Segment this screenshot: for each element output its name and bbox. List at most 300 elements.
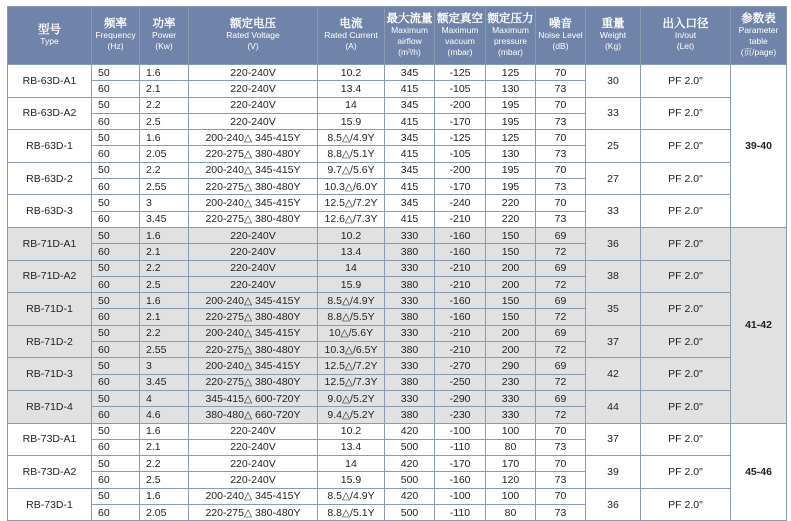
model-type: RB-71D-A2 — [8, 260, 92, 293]
vacuum-value: -240 — [435, 195, 486, 211]
power-value: 3.45 — [140, 211, 189, 227]
noise-value: 70 — [536, 162, 586, 178]
airflow-value: 500 — [385, 439, 435, 455]
pressure-value: 220 — [486, 211, 536, 227]
voltage-value: 200-240△ 345-415Y — [189, 358, 318, 374]
airflow-value: 415 — [385, 113, 435, 129]
power-value: 2.2 — [140, 325, 189, 341]
header-label-en: Noise Level (dB) — [538, 30, 583, 51]
frequency-value: 60 — [92, 113, 140, 129]
vacuum-value: -200 — [435, 162, 486, 178]
noise-value: 73 — [536, 472, 586, 488]
airflow-value: 415 — [385, 146, 435, 162]
airflow-value: 345 — [385, 162, 435, 178]
power-value: 1.6 — [140, 488, 189, 504]
header-label-zh: 额定压力 — [487, 12, 534, 25]
header-label-en: Type — [40, 35, 59, 46]
parameter-page: 41-42 — [731, 227, 787, 423]
noise-value: 69 — [536, 260, 586, 276]
current-value: 9.7△/5.6Y — [318, 162, 385, 178]
power-value: 2.2 — [140, 97, 189, 113]
power-value: 2.1 — [140, 439, 189, 455]
weight-value: 25 — [586, 130, 641, 163]
current-value: 9.4△/5.2Y — [318, 407, 385, 423]
model-type: RB-73D-A2 — [8, 456, 92, 489]
header-type — [8, 7, 92, 65]
noise-value: 73 — [536, 179, 586, 195]
vacuum-value: -160 — [435, 309, 486, 325]
power-value: 2.55 — [140, 179, 189, 195]
model-type: RB-63D-2 — [8, 162, 92, 195]
header-label-zh: 电流 — [339, 18, 363, 30]
noise-value: 70 — [536, 488, 586, 504]
airflow-value: 330 — [385, 358, 435, 374]
header-label-en: Parameter table (页/page) — [738, 24, 779, 57]
pressure-value: 125 — [486, 130, 536, 146]
vacuum-value: -170 — [435, 456, 486, 472]
noise-value: 70 — [536, 195, 586, 211]
header-label-zh: 出入口径 — [662, 18, 709, 30]
power-value: 2.2 — [140, 260, 189, 276]
header-label-zh: 频率 — [104, 18, 127, 30]
header-label-zh: 额定电压 — [230, 18, 276, 30]
power-value: 2.1 — [140, 244, 189, 260]
voltage-value: 220-240V — [189, 276, 318, 292]
airflow-value: 330 — [385, 260, 435, 276]
current-value: 10△/5.6Y — [318, 325, 385, 341]
noise-value: 70 — [536, 456, 586, 472]
header-parameter-table — [731, 7, 787, 65]
parameter-page: 45-46 — [731, 423, 787, 521]
noise-value: 69 — [536, 227, 586, 243]
airflow-value: 345 — [385, 130, 435, 146]
airflow-value: 330 — [385, 390, 435, 406]
power-value: 4 — [140, 390, 189, 406]
table-row — [8, 358, 787, 374]
frequency-value: 60 — [92, 505, 140, 521]
weight-value: 39 — [586, 456, 641, 489]
header-rated-voltage — [189, 7, 318, 65]
voltage-value: 345-415△ 600-720Y — [189, 390, 318, 406]
inout-value: PF 2.0" — [641, 456, 731, 489]
frequency-value: 60 — [92, 179, 140, 195]
pressure-value: 195 — [486, 97, 536, 113]
power-value: 2.5 — [140, 276, 189, 292]
pressure-value: 220 — [486, 195, 536, 211]
pressure-value: 130 — [486, 146, 536, 162]
vacuum-value: -105 — [435, 146, 486, 162]
header-label-zh: 参数表 — [741, 12, 776, 25]
vacuum-value: -210 — [435, 325, 486, 341]
current-value: 8.5△/4.9Y — [318, 293, 385, 309]
pressure-value: 230 — [486, 374, 536, 390]
power-value: 1.6 — [140, 227, 189, 243]
voltage-value: 220-240V — [189, 97, 318, 113]
current-value: 15.9 — [318, 472, 385, 488]
header-weight — [586, 7, 641, 65]
inout-value: PF 2.0" — [641, 488, 731, 521]
current-value: 10.2 — [318, 65, 385, 81]
airflow-value: 420 — [385, 423, 435, 439]
power-value: 3 — [140, 195, 189, 211]
frequency-value: 60 — [92, 407, 140, 423]
noise-value: 73 — [536, 439, 586, 455]
vacuum-value: -270 — [435, 358, 486, 374]
header-label-zh: 重量 — [601, 18, 625, 30]
airflow-value: 420 — [385, 488, 435, 504]
noise-value: 69 — [536, 325, 586, 341]
header-label-en: Maximum airflow (m³/h) — [391, 24, 428, 57]
current-value: 14 — [318, 97, 385, 113]
vacuum-value: -100 — [435, 423, 486, 439]
model-type: RB-71D-A1 — [8, 227, 92, 260]
table-row — [8, 390, 787, 406]
inout-value: PF 2.0" — [641, 65, 731, 98]
vacuum-value: -160 — [435, 293, 486, 309]
current-value: 12.6△/7.3Y — [318, 211, 385, 227]
airflow-value: 380 — [385, 374, 435, 390]
header-row — [8, 7, 787, 65]
header-label-en: Weight (Kg) — [599, 30, 627, 51]
header-label-en: Power (Kw) — [151, 30, 177, 51]
current-value: 15.9 — [318, 276, 385, 292]
voltage-value: 200-240△ 345-415Y — [189, 162, 318, 178]
current-value: 13.4 — [318, 244, 385, 260]
vacuum-value: -105 — [435, 81, 486, 97]
parameter-page: 39-40 — [731, 65, 787, 228]
vacuum-value: -290 — [435, 390, 486, 406]
airflow-value: 330 — [385, 293, 435, 309]
inout-value: PF 2.0" — [641, 227, 731, 260]
power-value: 2.1 — [140, 309, 189, 325]
vacuum-value: -125 — [435, 130, 486, 146]
model-type: RB-63D-A1 — [8, 65, 92, 98]
header-label-en: Maximum vacuum (mbar) — [441, 24, 479, 57]
current-value: 8.5△/4.9Y — [318, 130, 385, 146]
pressure-value: 80 — [486, 505, 536, 521]
pressure-value: 330 — [486, 407, 536, 423]
airflow-value: 420 — [385, 456, 435, 472]
table-row — [8, 97, 787, 113]
voltage-value: 220-275△ 380-480Y — [189, 179, 318, 195]
power-value: 3.45 — [140, 374, 189, 390]
noise-value: 70 — [536, 423, 586, 439]
noise-value: 69 — [536, 358, 586, 374]
airflow-value: 415 — [385, 211, 435, 227]
current-value: 13.4 — [318, 439, 385, 455]
current-value: 8.8△/5.5Y — [318, 309, 385, 325]
frequency-value: 50 — [92, 325, 140, 341]
model-type: RB-71D-3 — [8, 358, 92, 391]
frequency-value: 50 — [92, 97, 140, 113]
pressure-value: 290 — [486, 358, 536, 374]
airflow-value: 345 — [385, 65, 435, 81]
power-value: 2.1 — [140, 81, 189, 97]
noise-value: 73 — [536, 211, 586, 227]
voltage-value: 220-240V — [189, 456, 318, 472]
airflow-value: 415 — [385, 179, 435, 195]
current-value: 15.9 — [318, 113, 385, 129]
current-value: 12.5△/7.2Y — [318, 358, 385, 374]
vacuum-value: -160 — [435, 227, 486, 243]
inout-value: PF 2.0" — [641, 325, 731, 358]
table-row — [8, 65, 787, 81]
frequency-value: 60 — [92, 211, 140, 227]
frequency-value: 60 — [92, 439, 140, 455]
airflow-value: 380 — [385, 407, 435, 423]
header-label-zh: 最大流量 — [386, 12, 433, 25]
table-body — [8, 65, 787, 521]
airflow-value: 380 — [385, 309, 435, 325]
power-value: 2.05 — [140, 146, 189, 162]
airflow-value: 500 — [385, 505, 435, 521]
pressure-value: 170 — [486, 456, 536, 472]
pressure-value: 100 — [486, 488, 536, 504]
noise-value: 73 — [536, 146, 586, 162]
table-row — [8, 227, 787, 243]
weight-value: 36 — [586, 488, 641, 521]
pressure-value: 130 — [486, 81, 536, 97]
vacuum-value: -170 — [435, 179, 486, 195]
current-value: 8.8△/5.1Y — [318, 146, 385, 162]
pressure-value: 80 — [486, 439, 536, 455]
pressure-value: 200 — [486, 325, 536, 341]
frequency-value: 60 — [92, 472, 140, 488]
power-value: 2.05 — [140, 505, 189, 521]
vacuum-value: -110 — [435, 439, 486, 455]
voltage-value: 220-275△ 380-480Y — [189, 505, 318, 521]
noise-value: 72 — [536, 244, 586, 260]
voltage-value: 380-480△ 660-720Y — [189, 407, 318, 423]
header-frequency — [92, 7, 140, 65]
weight-value: 42 — [586, 358, 641, 391]
current-value: 10.3△/6.0Y — [318, 179, 385, 195]
inout-value: PF 2.0" — [641, 423, 731, 456]
current-value: 10.2 — [318, 423, 385, 439]
vacuum-value: -210 — [435, 211, 486, 227]
pressure-value: 100 — [486, 423, 536, 439]
current-value: 8.8△/5.1Y — [318, 505, 385, 521]
voltage-value: 220-240V — [189, 244, 318, 260]
pressure-value: 125 — [486, 65, 536, 81]
noise-value: 70 — [536, 97, 586, 113]
noise-value: 72 — [536, 407, 586, 423]
frequency-value: 50 — [92, 195, 140, 211]
weight-value: 44 — [586, 390, 641, 423]
noise-value: 72 — [536, 309, 586, 325]
header-label-zh: 噪音 — [549, 18, 572, 30]
current-value: 10.2 — [318, 227, 385, 243]
vacuum-value: -230 — [435, 407, 486, 423]
voltage-value: 200-240△ 345-415Y — [189, 293, 318, 309]
airflow-value: 380 — [385, 244, 435, 260]
voltage-value: 200-240△ 345-415Y — [189, 325, 318, 341]
frequency-value: 60 — [92, 342, 140, 358]
noise-value: 69 — [536, 293, 586, 309]
voltage-value: 220-240V — [189, 472, 318, 488]
voltage-value: 220-240V — [189, 227, 318, 243]
voltage-value: 220-275△ 380-480Y — [189, 374, 318, 390]
header-label-en: Frequency (Hz) — [95, 30, 136, 51]
frequency-value: 50 — [92, 65, 140, 81]
header-in-out — [641, 7, 731, 65]
frequency-value: 60 — [92, 81, 140, 97]
vacuum-value: -160 — [435, 244, 486, 260]
power-value: 1.6 — [140, 65, 189, 81]
weight-value: 30 — [586, 65, 641, 98]
voltage-value: 220-240V — [189, 439, 318, 455]
vacuum-value: -210 — [435, 260, 486, 276]
vacuum-value: -250 — [435, 374, 486, 390]
header-label-en: Maximum pressure (mbar) — [492, 24, 529, 57]
model-type: RB-63D-1 — [8, 130, 92, 163]
noise-value: 72 — [536, 374, 586, 390]
header-label-en: In/out (Let) — [674, 30, 697, 51]
current-value: 10.3△/6.5Y — [318, 342, 385, 358]
model-type: RB-63D-A2 — [8, 97, 92, 130]
pressure-value: 120 — [486, 472, 536, 488]
frequency-value: 60 — [92, 276, 140, 292]
power-value: 2.55 — [140, 342, 189, 358]
model-type: RB-71D-4 — [8, 390, 92, 423]
frequency-value: 60 — [92, 309, 140, 325]
power-value: 1.6 — [140, 293, 189, 309]
frequency-value: 50 — [92, 423, 140, 439]
vacuum-value: -160 — [435, 472, 486, 488]
table-row — [8, 488, 787, 504]
power-value: 4.6 — [140, 407, 189, 423]
header-label-en: Rated Current (A) — [324, 30, 378, 51]
frequency-value: 50 — [92, 227, 140, 243]
noise-value: 72 — [536, 276, 586, 292]
noise-value: 70 — [536, 130, 586, 146]
weight-value: 38 — [586, 260, 641, 293]
current-value: 14 — [318, 260, 385, 276]
current-value: 9.0△/5.2Y — [318, 390, 385, 406]
voltage-value: 220-275△ 380-480Y — [189, 211, 318, 227]
noise-value: 69 — [536, 390, 586, 406]
model-type: RB-73D-A1 — [8, 423, 92, 456]
voltage-value: 200-240△ 345-415Y — [189, 488, 318, 504]
model-type: RB-63D-3 — [8, 195, 92, 228]
pressure-value: 195 — [486, 113, 536, 129]
vacuum-value: -125 — [435, 65, 486, 81]
power-value: 1.6 — [140, 423, 189, 439]
weight-value: 37 — [586, 325, 641, 358]
airflow-value: 330 — [385, 227, 435, 243]
vacuum-value: -200 — [435, 97, 486, 113]
header-max-airflow — [385, 7, 435, 65]
power-value: 2.2 — [140, 162, 189, 178]
inout-value: PF 2.0" — [641, 358, 731, 391]
vacuum-value: -210 — [435, 276, 486, 292]
model-type: RB-71D-2 — [8, 325, 92, 358]
voltage-value: 200-240△ 345-415Y — [189, 195, 318, 211]
inout-value: PF 2.0" — [641, 390, 731, 423]
voltage-value: 220-275△ 380-480Y — [189, 342, 318, 358]
inout-value: PF 2.0" — [641, 162, 731, 195]
current-value: 14 — [318, 456, 385, 472]
airflow-value: 500 — [385, 472, 435, 488]
header-label-zh: 功率 — [152, 18, 176, 30]
noise-value: 70 — [536, 65, 586, 81]
airflow-value: 415 — [385, 81, 435, 97]
table-row — [8, 195, 787, 211]
table-row — [8, 130, 787, 146]
power-value: 2.2 — [140, 456, 189, 472]
frequency-value: 50 — [92, 390, 140, 406]
table-row — [8, 456, 787, 472]
pressure-value: 150 — [486, 244, 536, 260]
inout-value: PF 2.0" — [641, 97, 731, 130]
frequency-value: 60 — [92, 244, 140, 260]
table-row — [8, 423, 787, 439]
header-noise-level — [536, 7, 586, 65]
table-row — [8, 325, 787, 341]
frequency-value: 50 — [92, 456, 140, 472]
frequency-value: 50 — [92, 162, 140, 178]
inout-value: PF 2.0" — [641, 130, 731, 163]
airflow-value: 380 — [385, 276, 435, 292]
voltage-value: 220-240V — [189, 65, 318, 81]
pressure-value: 150 — [486, 227, 536, 243]
header-rated-current — [318, 7, 385, 65]
table-row — [8, 162, 787, 178]
header-max-pressure — [486, 7, 536, 65]
spec-table — [7, 6, 787, 521]
frequency-value: 50 — [92, 260, 140, 276]
pressure-value: 150 — [486, 309, 536, 325]
inout-value: PF 2.0" — [641, 260, 731, 293]
voltage-value: 220-275△ 380-480Y — [189, 146, 318, 162]
airflow-value: 345 — [385, 195, 435, 211]
pressure-value: 200 — [486, 342, 536, 358]
table-row — [8, 260, 787, 276]
voltage-value: 220-240V — [189, 260, 318, 276]
current-value: 12.5△/7.3Y — [318, 374, 385, 390]
pressure-value: 330 — [486, 390, 536, 406]
weight-value: 36 — [586, 227, 641, 260]
table-row — [8, 293, 787, 309]
weight-value: 35 — [586, 293, 641, 326]
noise-value: 72 — [536, 342, 586, 358]
model-type: RB-73D-1 — [8, 488, 92, 521]
noise-value: 73 — [536, 505, 586, 521]
airflow-value: 380 — [385, 342, 435, 358]
weight-value: 33 — [586, 97, 641, 130]
vacuum-value: -110 — [435, 505, 486, 521]
inout-value: PF 2.0" — [641, 293, 731, 326]
noise-value: 73 — [536, 113, 586, 129]
power-value: 3 — [140, 358, 189, 374]
current-value: 8.5△/4.9Y — [318, 488, 385, 504]
power-value: 2.5 — [140, 113, 189, 129]
header-max-vacuum — [435, 7, 486, 65]
voltage-value: 200-240△ 345-415Y — [189, 130, 318, 146]
current-value: 13.4 — [318, 81, 385, 97]
power-value: 1.6 — [140, 130, 189, 146]
pressure-value: 200 — [486, 276, 536, 292]
vacuum-value: -170 — [435, 113, 486, 129]
header-label-en: Rated Voltage (V) — [226, 30, 280, 51]
power-value: 2.5 — [140, 472, 189, 488]
vacuum-value: -210 — [435, 342, 486, 358]
voltage-value: 220-275△ 380-480Y — [189, 309, 318, 325]
model-type: RB-71D-1 — [8, 293, 92, 326]
header-label-zh: 额定真空 — [437, 12, 483, 25]
header-power — [140, 7, 189, 65]
weight-value: 37 — [586, 423, 641, 456]
